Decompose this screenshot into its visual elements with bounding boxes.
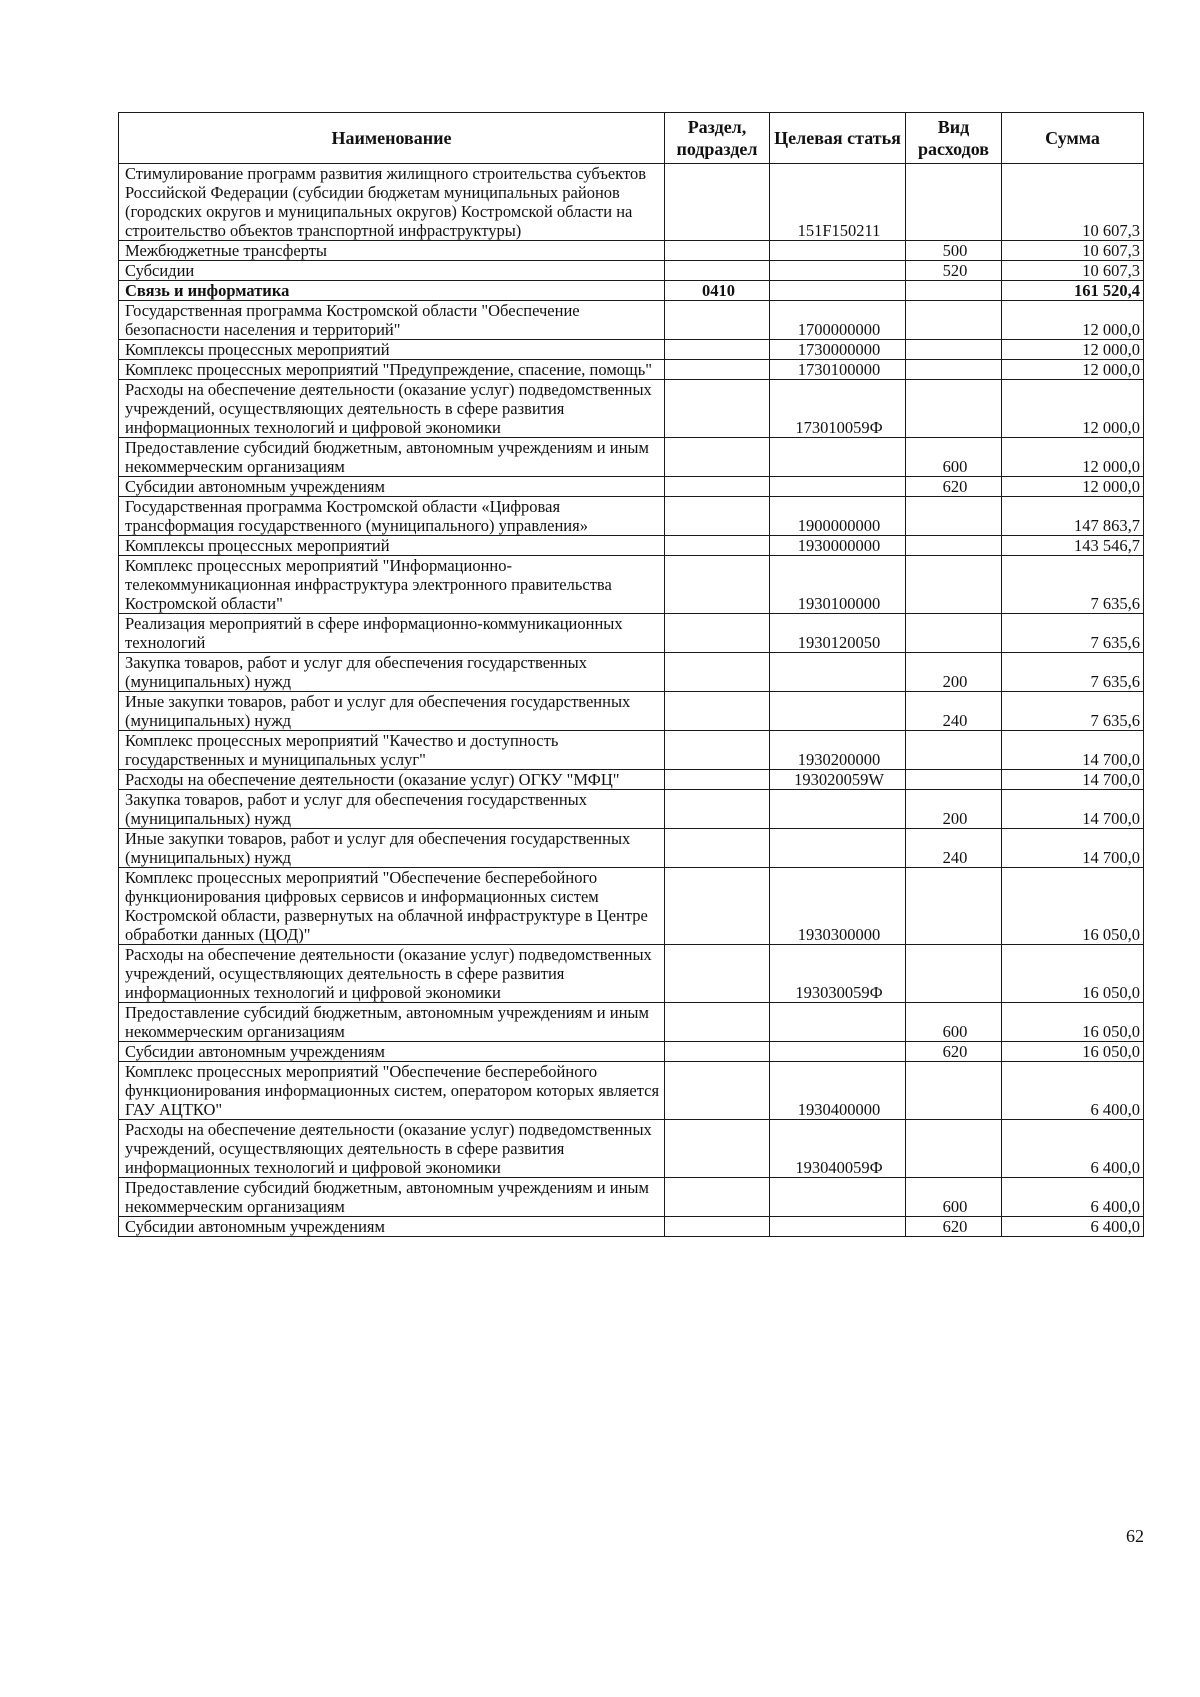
cell-sum: 12 000,0 [1002, 380, 1144, 438]
cell-kind: 240 [906, 829, 1002, 868]
cell-sum: 16 050,0 [1002, 945, 1144, 1003]
cell-sum: 10 607,3 [1002, 261, 1144, 281]
cell-section [665, 477, 770, 497]
cell-sum: 6 400,0 [1002, 1120, 1144, 1178]
table-row [119, 536, 1144, 556]
page-number: 62 [1126, 1526, 1144, 1546]
table-row [119, 241, 1144, 261]
cell-section [665, 241, 770, 261]
cell-kind [906, 164, 1002, 241]
cell-target: 1930200000 [770, 731, 906, 770]
cell-target [770, 653, 906, 692]
header-section: Раздел, подраздел [665, 113, 770, 164]
cell-sum: 12 000,0 [1002, 340, 1144, 360]
cell-target: 193030059Ф [770, 945, 906, 1003]
cell-section [665, 868, 770, 945]
cell-section [665, 1120, 770, 1178]
cell-sum: 6 400,0 [1002, 1062, 1144, 1120]
cell-target [770, 790, 906, 829]
cell-sum: 12 000,0 [1002, 301, 1144, 340]
table-row [119, 497, 1144, 536]
cell-kind [906, 340, 1002, 360]
cell-target [770, 281, 906, 301]
header-sum: Сумма [1002, 113, 1144, 164]
cell-section: 0410 [665, 281, 770, 301]
cell-kind [906, 945, 1002, 1003]
cell-kind: 500 [906, 241, 1002, 261]
cell-section [665, 790, 770, 829]
table-row [119, 281, 1144, 301]
cell-target [770, 438, 906, 477]
cell-target: 1930000000 [770, 536, 906, 556]
cell-kind [906, 556, 1002, 614]
cell-kind [906, 360, 1002, 380]
cell-target: 1930120050 [770, 614, 906, 653]
cell-kind: 620 [906, 1217, 1002, 1237]
cell-kind [906, 536, 1002, 556]
cell-name: Закупка товаров, работ и услуг для обеспечения государственных (муниципальных) нужд [119, 653, 665, 692]
cell-sum: 12 000,0 [1002, 477, 1144, 497]
cell-sum: 16 050,0 [1002, 1042, 1144, 1062]
cell-section [665, 1062, 770, 1120]
table-row [119, 477, 1144, 497]
header-name: Наименование [119, 113, 665, 164]
cell-sum: 147 863,7 [1002, 497, 1144, 536]
table-row [119, 731, 1144, 770]
cell-name: Предоставление субсидий бюджетным, автономным учреждениям и иным некоммерческим организациям [119, 438, 665, 477]
cell-section [665, 438, 770, 477]
cell-section [665, 1003, 770, 1042]
budget-table [118, 112, 1144, 1237]
cell-kind: 600 [906, 438, 1002, 477]
cell-section [665, 731, 770, 770]
cell-sum: 14 700,0 [1002, 829, 1144, 868]
cell-name: Закупка товаров, работ и услуг для обеспечения государственных (муниципальных) нужд [119, 790, 665, 829]
cell-sum: 12 000,0 [1002, 360, 1144, 380]
cell-sum: 16 050,0 [1002, 1003, 1144, 1042]
cell-name: Реализация мероприятий в сфере информационно-коммуникационных технологий [119, 614, 665, 653]
cell-target: 1930400000 [770, 1062, 906, 1120]
table-row [119, 868, 1144, 945]
table-row [119, 556, 1144, 614]
cell-sum: 6 400,0 [1002, 1178, 1144, 1217]
cell-sum: 7 635,6 [1002, 614, 1144, 653]
header-row [119, 113, 1144, 164]
cell-target [770, 1178, 906, 1217]
cell-target: 151F150211 [770, 164, 906, 241]
header-target: Целевая статья [770, 113, 906, 164]
cell-name: Расходы на обеспечение деятельности (оказание услуг) подведомственных учреждений, осуществляющих деятельность в сфере развития информационных технологий и цифровой экономики [119, 380, 665, 438]
cell-kind: 620 [906, 477, 1002, 497]
cell-name: Субсидии автономным учреждениям [119, 477, 665, 497]
cell-target: 1700000000 [770, 301, 906, 340]
cell-target: 1900000000 [770, 497, 906, 536]
table-row [119, 1003, 1144, 1042]
table-row [119, 1217, 1144, 1237]
cell-section [665, 536, 770, 556]
cell-sum: 16 050,0 [1002, 868, 1144, 945]
table-row [119, 790, 1144, 829]
cell-section [665, 380, 770, 438]
cell-name: Комплекс процессных мероприятий "Обеспечение бесперебойного функционирования информационных систем, оператором которых является ГАУ АЦТКО" [119, 1062, 665, 1120]
cell-sum: 14 700,0 [1002, 790, 1144, 829]
cell-kind [906, 731, 1002, 770]
cell-section [665, 497, 770, 536]
cell-target [770, 1042, 906, 1062]
table-row [119, 945, 1144, 1003]
cell-name: Комплексы процессных мероприятий [119, 340, 665, 360]
cell-target [770, 1217, 906, 1237]
cell-name: Государственная программа Костромской области "Обеспечение безопасности населения и территорий" [119, 301, 665, 340]
cell-kind [906, 281, 1002, 301]
table-row [119, 340, 1144, 360]
table-row [119, 380, 1144, 438]
cell-section [665, 1042, 770, 1062]
cell-target: 193040059Ф [770, 1120, 906, 1178]
cell-target: 1730100000 [770, 360, 906, 380]
cell-sum: 10 607,3 [1002, 241, 1144, 261]
cell-target [770, 692, 906, 731]
cell-sum: 12 000,0 [1002, 438, 1144, 477]
cell-target: 1930300000 [770, 868, 906, 945]
cell-kind: 600 [906, 1178, 1002, 1217]
table-row [119, 770, 1144, 790]
cell-name: Расходы на обеспечение деятельности (оказание услуг) подведомственных учреждений, осуществляющих деятельность в сфере развития информационных технологий и цифровой экономики [119, 945, 665, 1003]
cell-section [665, 261, 770, 281]
table-row [119, 438, 1144, 477]
table-row [119, 1120, 1144, 1178]
cell-sum: 10 607,3 [1002, 164, 1144, 241]
cell-section [665, 360, 770, 380]
cell-name: Субсидии автономным учреждениям [119, 1042, 665, 1062]
cell-target: 193020059W [770, 770, 906, 790]
table-row [119, 1042, 1144, 1062]
cell-name: Предоставление субсидий бюджетным, автономным учреждениям и иным некоммерческим организациям [119, 1178, 665, 1217]
cell-target: 1730000000 [770, 340, 906, 360]
cell-target [770, 477, 906, 497]
cell-section [665, 301, 770, 340]
cell-kind [906, 1120, 1002, 1178]
cell-sum: 6 400,0 [1002, 1217, 1144, 1237]
cell-kind [906, 380, 1002, 438]
cell-name: Комплекс процессных мероприятий "Предупреждение, спасение, помощь" [119, 360, 665, 380]
table-row [119, 1178, 1144, 1217]
cell-name: Стимулирование программ развития жилищного строительства субъектов Российской Федерации (субсидии бюджетам муниципальных районов (городских округов и муниципальных округов) Костромской области на строительство объектов транспортной инфраструктуры) [119, 164, 665, 241]
cell-name: Иные закупки товаров, работ и услуг для обеспечения государственных (муниципальных) нужд [119, 829, 665, 868]
table-row [119, 164, 1144, 241]
cell-name: Комплекс процессных мероприятий "Информационно-телекоммуникационная инфраструктура электронного правительства Костромской области" [119, 556, 665, 614]
cell-kind: 240 [906, 692, 1002, 731]
cell-kind [906, 1062, 1002, 1120]
cell-name: Комплекс процессных мероприятий "Обеспечение бесперебойного функционирования цифровых сервисов и информационных систем Костромской области, развернутых на облачной инфраструктуре в Центре обработки данных (ЦОД)" [119, 868, 665, 945]
table-row [119, 360, 1144, 380]
cell-name: Связь и информатика [119, 281, 665, 301]
cell-target: 173010059Ф [770, 380, 906, 438]
cell-kind: 200 [906, 790, 1002, 829]
cell-name: Расходы на обеспечение деятельности (оказание услуг) ОГКУ "МФЦ" [119, 770, 665, 790]
cell-name: Иные закупки товаров, работ и услуг для обеспечения государственных (муниципальных) нужд [119, 692, 665, 731]
cell-sum: 7 635,6 [1002, 653, 1144, 692]
cell-target [770, 241, 906, 261]
cell-name: Расходы на обеспечение деятельности (оказание услуг) подведомственных учреждений, осуществляющих деятельность в сфере развития информационных технологий и цифровой экономики [119, 1120, 665, 1178]
cell-name: Субсидии [119, 261, 665, 281]
cell-sum: 14 700,0 [1002, 770, 1144, 790]
cell-kind [906, 868, 1002, 945]
cell-name: Субсидии автономным учреждениям [119, 1217, 665, 1237]
cell-section [665, 829, 770, 868]
cell-name: Комплекс процессных мероприятий "Качество и доступность государственных и муниципальных услуг" [119, 731, 665, 770]
cell-name: Межбюджетные трансферты [119, 241, 665, 261]
table-row [119, 301, 1144, 340]
cell-section [665, 614, 770, 653]
table-row [119, 261, 1144, 281]
header-kind: Вид расходов [906, 113, 1002, 164]
cell-kind: 600 [906, 1003, 1002, 1042]
cell-section [665, 770, 770, 790]
table-header [119, 113, 1144, 164]
cell-target [770, 261, 906, 281]
cell-section [665, 340, 770, 360]
table-row [119, 829, 1144, 868]
table-row [119, 1062, 1144, 1120]
cell-kind [906, 301, 1002, 340]
cell-kind: 200 [906, 653, 1002, 692]
cell-target [770, 1003, 906, 1042]
cell-section [665, 653, 770, 692]
cell-name: Предоставление субсидий бюджетным, автономным учреждениям и иным некоммерческим организациям [119, 1003, 665, 1042]
cell-target [770, 829, 906, 868]
table-row [119, 614, 1144, 653]
cell-sum: 7 635,6 [1002, 556, 1144, 614]
table-body [119, 164, 1144, 1237]
cell-section [665, 164, 770, 241]
cell-name: Комплексы процессных мероприятий [119, 536, 665, 556]
cell-sum: 161 520,4 [1002, 281, 1144, 301]
cell-section [665, 1178, 770, 1217]
cell-section [665, 556, 770, 614]
cell-kind [906, 497, 1002, 536]
cell-sum: 143 546,7 [1002, 536, 1144, 556]
cell-kind: 520 [906, 261, 1002, 281]
cell-kind: 620 [906, 1042, 1002, 1062]
cell-section [665, 945, 770, 1003]
cell-section [665, 1217, 770, 1237]
table-row [119, 653, 1144, 692]
cell-kind [906, 770, 1002, 790]
cell-target: 1930100000 [770, 556, 906, 614]
cell-kind [906, 614, 1002, 653]
cell-name: Государственная программа Костромской области «Цифровая трансформация государственного (муниципального) управления» [119, 497, 665, 536]
cell-sum: 7 635,6 [1002, 692, 1144, 731]
cell-sum: 14 700,0 [1002, 731, 1144, 770]
table-row [119, 692, 1144, 731]
cell-section [665, 692, 770, 731]
